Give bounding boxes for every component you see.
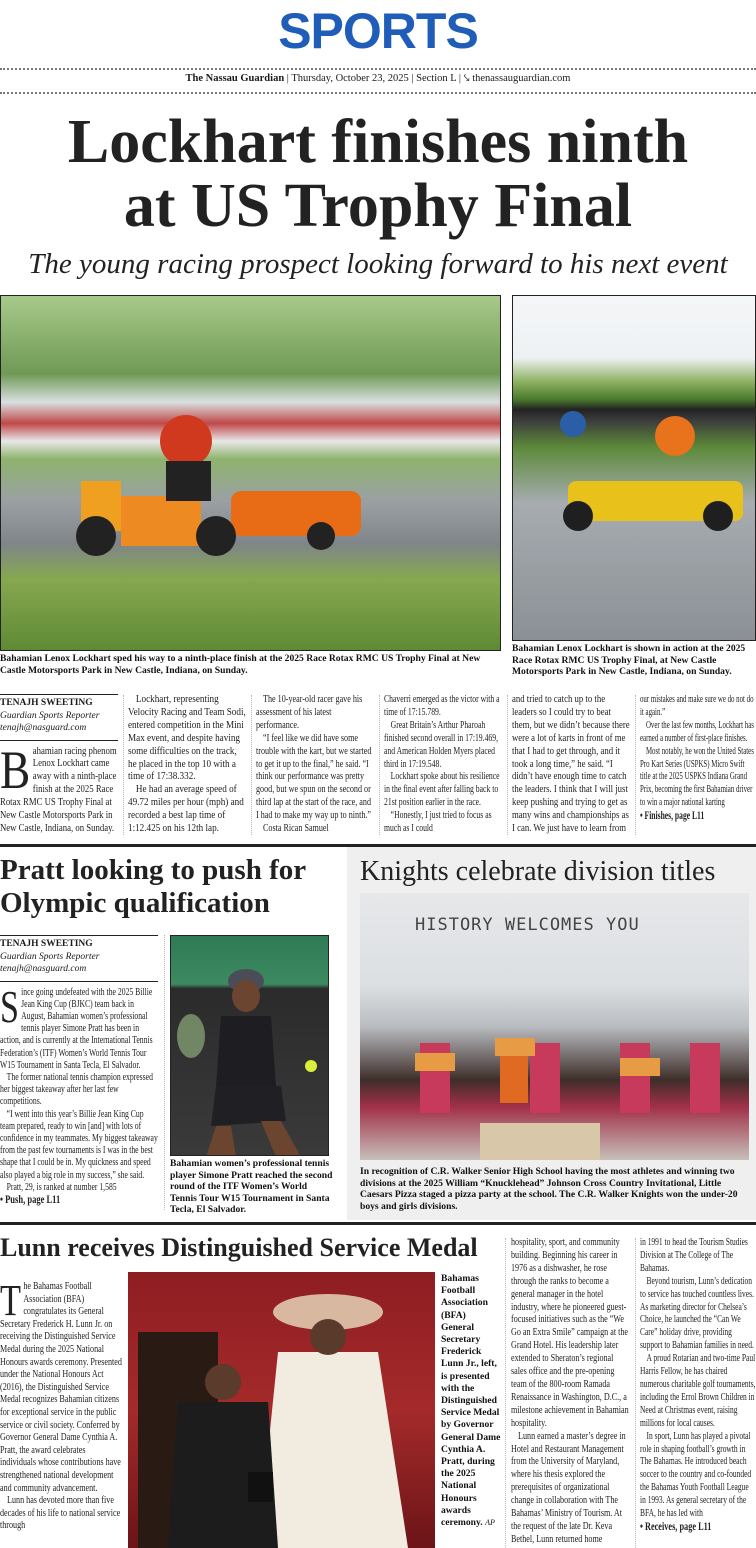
headline-line: Lockhart finishes ninth (67, 108, 689, 176)
ceremony-illustration (128, 1272, 435, 1548)
tennis-player-illustration (171, 936, 329, 1156)
karting-photo-main (0, 295, 501, 651)
continued-jump-link[interactable]: • Finishes, page L11 (640, 810, 705, 823)
article-paragraph: Most notably, he won the United States Pro Kart Series (USPKS) Micro Swift title at the 2025 USPKS Indiana Grand Prix, becoming the first Bahamian driver to win a major national karting (640, 745, 754, 809)
byline-name: TENAJH SWEETING (0, 939, 93, 949)
article-column (0, 739, 118, 836)
knights-photo (360, 893, 749, 1160)
article-column (128, 694, 246, 836)
photo-caption-text (441, 1273, 501, 1529)
caption-text: Bahamas Football Association (BFA) General Secretary Frederick Lunn Jr., left, is presented with the Distinguished Service Medal by Governor General Dame Cynthia A. Pratt, during the 2025 National Honours awards ceremony. (441, 1273, 501, 1529)
article-paragraph: Lunn earned a master’s degree in Hotel and Restaurant Management from the University of Maryland, where his thesis explored the prerequisites of organizational change in collaboration with The Bahamas’ Ministry of Tourism. At the request of the late Dr. Keva Bethel, Lunn returned home (511, 1430, 626, 1545)
article-paragraph: in 1991 to head the Tourism Studies Division at The College of The Bahamas. (640, 1237, 748, 1274)
photo-caption-box (170, 1158, 335, 1216)
pratt-headline: Pratt looking to push for Olympic qualification (0, 854, 306, 919)
article-paragraph: and tried to catch up to the leaders so I could try to beat them, but we didn’t because there were a lot of karts in front of me that I had to get through, and it took a long time,” he said. “I didn’t have enough time to catch the leaders. I think that I will just keep pushing and trying to get as many wins and championships as I can. We just have to learn from (512, 694, 630, 835)
photo-caption: In recognition of C.R. Walker Senior High School having the most athletes and winning two divisions at the 2025 William “Knucklehead” Johnson Cross Country Invitational, Little Caesars Pizza staged a pizza party at the school. The C.R. Walker Knights won the under-20 boys and girls divisions. (360, 1166, 738, 1212)
lead-subhead: The young racing prospect looking forward to his next event (28, 248, 728, 280)
lunn-headline: Lunn receives Distinguished Service Medal (0, 1233, 478, 1262)
paper-name: The Nassau Guardian (185, 73, 285, 84)
kart-illustration (513, 296, 756, 641)
article-paragraph: In sport, Lunn has played a pivotal role in shaping football’s growth in The Bahamas. He introduced beach soccer to the country and co-founded the Bahamas Youth Football League in 1993. As general secretary of the BFA, he has led with (640, 1430, 752, 1520)
medal-ceremony-photo (128, 1272, 435, 1548)
article-paragraph: Great Britain’s Arthur Pharoah finished second overall in 17:19.469, and American Holden Myers placed third in 17:19.548. (384, 719, 499, 770)
byline-email[interactable]: tenajh@nasguard.com (0, 964, 87, 974)
byline-email[interactable]: tenajh@nasguard.com (0, 723, 87, 733)
byline (0, 694, 118, 741)
drop-cap: S (0, 980, 19, 1032)
article-paragraph: “I went into this year’s Billie Jean King Cup team prepared, ready to win [and] with lots of confidence in my teammates. My biggest takeaway from the past few tournaments is I was in the best shape that I could be in. My quickness and speed also played a big role in my success,” she said. (0, 1108, 158, 1181)
photo-credit: AP (485, 1518, 495, 1528)
article-paragraph: “Honestly, I just tried to focus as much as I could (384, 810, 492, 835)
article-paragraph: ince going undefeated with the 2025 Billie Jean King Cup (BJKC) team back in August, Bahamian women’s professional tennis player Simone Pratt has been in action, and is currently at the International Tennis Federation’s (ITF) Women’s World Tennis Tour W15 Tournament in Santa Tecla, El Salvador. (0, 986, 153, 1071)
website-link[interactable]: thenassauguardian.com (472, 73, 571, 84)
lead-headline (0, 174, 756, 238)
article-text (640, 1237, 756, 1521)
article-text (640, 694, 756, 810)
continued-jump-link[interactable]: • Push, page L11 (0, 1193, 61, 1206)
lead-headline (0, 110, 756, 174)
article-column (640, 694, 756, 823)
article-paragraph: ahamian racing phenom Lenox Lockhart came away with a ninth-place finish at the 2025 Race Rotax RMC US Trophy Final at New Castle Motorsports Park in New Castle, Indiana, on Sunday. (0, 745, 117, 834)
pratt-headline-box (0, 854, 342, 920)
article-column-text (640, 694, 756, 823)
article-paragraph: our mistakes and make sure we do not do it again.” (640, 694, 754, 718)
classroom-banner: HISTORY WELCOMES YOU (415, 915, 640, 935)
article-text (384, 694, 502, 836)
article-column-text (640, 1237, 756, 1534)
section-label: Section L (416, 73, 457, 84)
article-text (0, 980, 158, 1194)
article-paragraph: Costa Rican Samuel (263, 823, 329, 835)
section-divider (0, 1222, 756, 1225)
article-column-text (0, 739, 118, 836)
karting-photo-secondary (512, 295, 756, 641)
article-column-text (0, 1276, 122, 1533)
article-column (384, 694, 502, 836)
article-text (511, 1237, 631, 1547)
byline-title: Guardian Sports Reporter (0, 951, 100, 962)
continued-jump-link[interactable]: • Receives, page L11 (640, 1520, 712, 1533)
article-paragraph: “I feel like we did have some trouble with the kart, but we started to get it up to the final,” he said. “I think our performance was pretty good, but we spun on the second or third lap at the start of the race, and I had to make my way up to ninth.” (256, 732, 372, 822)
lunn-headline-box (0, 1233, 498, 1263)
kart-illustration (1, 296, 501, 651)
article-paragraph: Lockhart spoke about his resilience in the final event after falling back to 21st position earlier in the race. (384, 771, 500, 809)
article-column (640, 1237, 756, 1534)
article-paragraph: hospitality, sport, and community building. Beginning his career in 1976 as a dishwasher, he rose through the ranks to become a general manager in the hotel industry, where he pioneered guest-focused initiatives such as the “We Go an Extra Smile” campaign at the Grand Hotel. His leadership later extended to Sheraton’s regional sales office and the pre-opening team of the 800-room Ramada Renaissance in Washington, D.C., a milestone achievement in Bahamian hospitality. (511, 1237, 629, 1429)
photo-caption: Bahamian women’s professional tennis player Simone Pratt reached the second round of the ITF Women’s World Tennis Tour W15 Tournament in Santa Tecla, El Salvador. (170, 1158, 333, 1215)
article-paragraph: Beyond tourism, Lunn’s dedication to service has touched countless lives. As marketing director for Chelsea’s Choice, he launched the “Can We Care” holiday drive, providing support to Bahamian families in need. (640, 1275, 754, 1352)
article-column (511, 1237, 631, 1547)
article-paragraph: Lunn has devoted more than five decades of his life to national service through (0, 1495, 121, 1532)
drop-cap: T (0, 1276, 21, 1325)
dotted-divider (0, 92, 756, 94)
article-paragraph: The 10-year-old racer gave his assessment of his latest performance. (256, 694, 363, 731)
article-column (0, 980, 158, 1207)
drop-cap: B (0, 739, 31, 800)
dateline: The Nassau Guardian | Thursday, October 23, 2025 | Section L | ⤥ thenassauguardian.com (185, 73, 571, 84)
section-logo: SPORTS (278, 3, 478, 59)
article-column (0, 1276, 122, 1533)
section-divider (0, 844, 756, 847)
byline-name: TENAJH SWEETING (0, 698, 93, 708)
photo-caption: Bahamian Lenox Lockhart sped his way to a ninth-place finish at the 2025 Race Rotax RMC US Trophy Final at New Castle Motorsports Park in New Castle, Indiana, on Sunday. (0, 653, 481, 676)
article-text (256, 694, 374, 836)
article-paragraph: Over the last few months, Lockhart has earned a number of first-place finishes. (640, 719, 754, 744)
article-paragraph: Lockhart, representing Velocity Racing and Team Sodi, entered competition in the Mini Max event, and despite having some difficulties on the track, he placed in the top 10 with a time of 17:38.332. (128, 694, 246, 783)
article-paragraph: A proud Rotarian and two-time Paul Harris Fellow, he has chaired numerous charitable golf tournaments, including the Errol Brown Children in Need at Christmas event, raising millions for local causes. (640, 1353, 756, 1429)
article-text (0, 1276, 122, 1533)
photo-caption (441, 1273, 501, 1529)
lead-subhead-box (0, 247, 756, 281)
photo-caption-box (360, 1166, 752, 1212)
article-paragraph: Chaverri emerged as the victor with a time of 17:15.789. (384, 694, 500, 718)
byline-title: Guardian Sports Reporter (0, 710, 100, 721)
issue-date: Thursday, October 23, 2025 (291, 73, 409, 84)
headline-line: at US Trophy Final (123, 172, 633, 240)
photo-caption: Bahamian Lenox Lockhart is shown in action at the 2025 Race Rotax RMC US Trophy Final, at New Castle Motorsports Park in New Castle, Indiana, on Sunday. (512, 643, 746, 677)
article-column (512, 694, 630, 836)
byline (0, 935, 158, 982)
dotted-divider (0, 68, 756, 70)
article-column (256, 694, 374, 836)
article-paragraph: The former national tennis champion expressed her biggest takeaway after her last few competitions. (0, 1071, 153, 1108)
article-text (128, 694, 246, 836)
link-icon: ⤥ (463, 73, 470, 84)
article-column-text (0, 980, 158, 1207)
lead-byline-column (0, 694, 118, 836)
article-paragraph: Pratt, 29, is ranked at number 1,585 (6, 1181, 117, 1193)
article-paragraph: He had an average speed of 49.72 miles per hour (mph) and recorded a best lap time of 1:12.425 on his 12th lap. (128, 784, 244, 835)
tennis-photo (170, 935, 329, 1156)
pratt-article (0, 935, 158, 1206)
knights-headline: Knights celebrate division titles (360, 856, 716, 887)
article-text (512, 694, 630, 836)
article-paragraph: he Bahamas Football Association (BFA) congratulates its General Secretary Frederick H. Lunn Jr. on receiving the Distinguished Service Medal during the 2025 National Honours awards ceremony. Presented under the National Honours Act (2016), the Distinguished Service Medal recognizes Bahamian citizens for exceptional service in the public service or civil society. Conferred by Governor General Dame Cynthia A. Pratt, the award celebrates individuals whose contributions have strengthened national development and community advancement. (0, 1281, 122, 1494)
knights-headline-box (360, 855, 752, 889)
